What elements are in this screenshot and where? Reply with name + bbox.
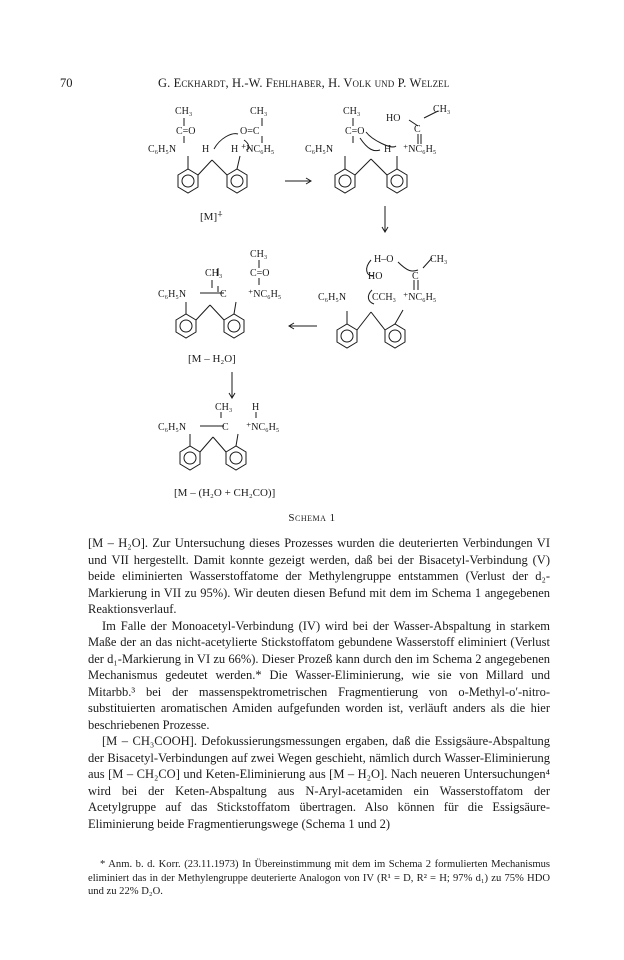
label-carbonyl: C=O xyxy=(345,126,365,137)
label-h: H xyxy=(231,144,239,155)
label-ho: HO xyxy=(386,113,401,124)
label-ch3: CH₃ xyxy=(250,249,268,260)
label-anilide-n: C₆H₅N xyxy=(318,292,347,303)
label-cation-n: ⁺NC₆H₅ xyxy=(246,422,280,433)
caption-m-minus-water: [M – H₂O] xyxy=(188,353,236,365)
footnote-text: * Anm. b. d. Korr. (23.11.1973) In Übereinstimmung mit dem im Schema 2 formulierten Mechanismus eliminiert das in der Methylengruppe deuterierte Analogon von IV (R¹ = D, R² = H; 97% d₁) zu 75% HDO und zu 22% D₂O. xyxy=(88,859,550,898)
label-ch3: CH₃ xyxy=(343,106,361,117)
label-anilide-n: C₆H₅N xyxy=(158,422,187,433)
label-cch3: CCH₃ xyxy=(372,292,397,303)
caption-molecular-ion: [M]⁺̇ xyxy=(200,211,223,223)
body-text xyxy=(88,535,550,832)
label-carbonyl: O=C xyxy=(240,126,260,137)
label-cation-n: ⁺NC₆H₅ xyxy=(403,292,437,303)
label-h: H xyxy=(202,144,210,155)
label-cation-n: ⁺NC₆H₅ xyxy=(248,289,282,300)
scheme-title: Schema 1 xyxy=(288,512,336,524)
label-anilide-n: C₆H₅N xyxy=(158,289,187,300)
label-anilide-n: C₆H₅N xyxy=(148,144,177,155)
footnote xyxy=(88,858,550,899)
label-radical-cation-n: ⁺̇NC₆H₅ xyxy=(241,144,275,155)
page-number: 70 xyxy=(60,76,73,90)
label-ch3: CH₃ xyxy=(430,254,448,265)
label-ch3: CH₃ xyxy=(215,402,233,413)
label-c: C xyxy=(414,124,421,135)
label-cation-n: ⁺NC₆H₅ xyxy=(403,144,437,155)
label-anilide-n: C₆H₅N xyxy=(305,144,334,155)
label-h: H xyxy=(384,144,392,155)
running-header-authors: G. Eckhardt, H.-W. Fehlhaber, H. Volk und P. Welzel xyxy=(158,76,450,90)
label-ch3: CH₃ xyxy=(250,106,268,117)
paragraph: Im Falle der Monoacetyl-Verbindung (IV) wird bei der Wasser-Abspaltung in starkem Maße der an das nicht-acetylierte Stickstoffatom gebundene Wasserstoff eliminiert (Verlust der d₁-Markierung in VI zu 66%). Dieser Prozeß kann durch den im Schema 2 angegebenen Mechanismus gedeutet werden.* Die Wasser-Eliminierung, wie sie von Millard und Mitarbb.³ bei der massenspektrometrischen Fragmentierung von o-Methyl-o′-nitro-substituierten aromatischen Amiden aufgefunden worden ist, verläuft anders als die hier beschriebenen Prozesse. xyxy=(88,618,550,732)
label-ch3: CH₃ xyxy=(205,268,223,279)
caption-m-minus-water-ketene: [M – (H₂O + CH₂CO)] xyxy=(174,487,276,499)
label-ch3: CH₃ xyxy=(433,104,451,115)
label-ho: HO xyxy=(368,271,383,282)
label-c: C xyxy=(222,422,229,433)
label-ch3: CH₃ xyxy=(175,106,193,117)
structure-m-minus-water-ketene xyxy=(180,412,256,470)
label-h-o: H–O xyxy=(374,254,394,265)
label-carbonyl: C=O xyxy=(176,126,196,137)
paragraph: [M – CH₃COOH]. Defokussierungsmessungen ergaben, daß die Essigsäure-Abspaltung der Bisacetyl-Verbindungen auf zwei Wegen geschieht, nämlich durch Wasser-Eliminierung aus [M – CH₂CO] und Keten-Eliminierung aus [M – H₂O]. Nach neueren Untersuchungen⁴ wird bei der Keten-Abspaltung aus N-Aryl-acetamiden ein Wasserstoffatom der Acetylgruppe auf das Stickstoffatom übertragen. Also können für die Essigsäure-Eliminierung beide Fragmentierungswege (Schema 1 und 2) xyxy=(88,734,550,831)
label-c: C xyxy=(220,289,227,300)
label-carbonyl: C=O xyxy=(250,268,270,279)
label-c: C xyxy=(412,271,419,282)
label-h: H xyxy=(252,402,260,413)
paragraph: [M – H₂O]. Zur Untersuchung dieses Prozesses wurden die deuterierten Verbindungen VI und VII hergestellt. Damit konnte gezeigt werden, daß bei der Bisacetyl-Verbindung (V) beide eliminierten Wasserstoffatome der Methylengruppe entstammen (Verlust der d₂-Markierung in VII zu 95%). Wir deuten diesen Befund mit dem im Schema 1 angegebenen Reaktionsverlauf. xyxy=(88,536,550,616)
